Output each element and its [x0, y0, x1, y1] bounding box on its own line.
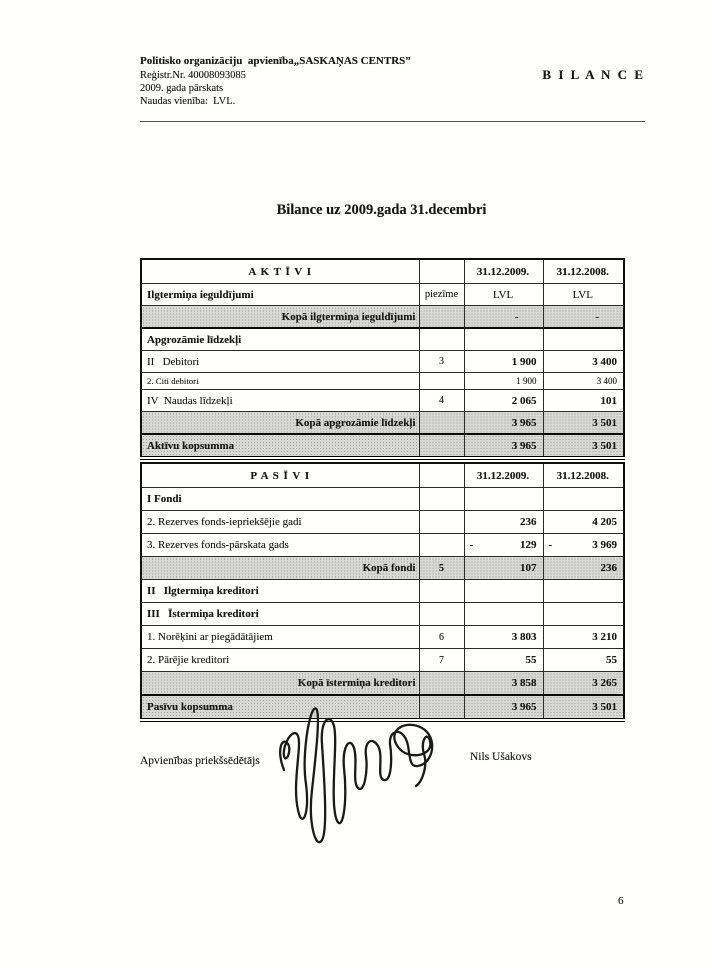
- value-cell-2008: 3 265: [543, 672, 624, 696]
- table-row: [141, 580, 624, 603]
- value-cell-2008: 3 501: [543, 695, 624, 720]
- table-row: [141, 412, 624, 435]
- value-cell-2008: [543, 580, 624, 603]
- note-cell: [419, 534, 464, 557]
- value-cell-2009: 1 900: [464, 351, 543, 373]
- note-cell: [419, 580, 464, 603]
- report-year: 2009. gada pārskats: [140, 82, 224, 94]
- value-cell-2009: [464, 534, 543, 557]
- column-title: A K T Ī V I: [141, 259, 419, 284]
- row-label-cell: II Debitori: [141, 351, 419, 373]
- value-cell-2008: [543, 603, 624, 626]
- row-label-cell: II Ilgtermiņa kreditori: [141, 580, 419, 603]
- note-column-header: [419, 463, 464, 488]
- table-row: [141, 557, 624, 580]
- value-cell-2009: 3 965: [464, 695, 543, 720]
- column-header-2008: 31.12.2008.: [543, 463, 624, 488]
- org-header: [140, 55, 411, 108]
- value-cell-2009: [464, 328, 543, 351]
- table-row: [141, 434, 624, 458]
- value-cell-2008: 55: [543, 649, 624, 672]
- value-cell-2009: 1 900: [464, 373, 543, 390]
- table-row: [141, 284, 624, 306]
- value-cell-2008: 4 205: [543, 511, 624, 534]
- table-row: [141, 534, 624, 557]
- row-label-cell: Pasīvu kopsumma: [141, 695, 419, 720]
- table-row: [141, 328, 624, 351]
- column-header-2009: 31.12.2009.: [464, 463, 543, 488]
- row-label-cell: Kopā īstermiņa kreditori: [141, 672, 419, 696]
- note-cell: [419, 373, 464, 390]
- aktivi-table: [140, 258, 625, 460]
- value-cell-2009: 3 965: [464, 412, 543, 435]
- value-cell-2008: 3 400: [543, 373, 624, 390]
- column-title: P A S Ī V I: [141, 463, 419, 488]
- note-cell: 6: [419, 626, 464, 649]
- note-cell: 5: [419, 557, 464, 580]
- note-cell: [419, 306, 464, 329]
- note-cell: 7: [419, 649, 464, 672]
- cell-value: 129: [520, 539, 537, 551]
- signature-stroke: [280, 708, 432, 842]
- row-label-cell: Ilgtermiņa ieguldījumi: [141, 284, 419, 306]
- row-label-cell: Aktīvu kopsumma: [141, 434, 419, 458]
- value-cell-2008: -: [543, 306, 624, 329]
- column-header-2009: 31.12.2009.: [464, 259, 543, 284]
- table-row: [141, 603, 624, 626]
- signer-name: Nils Ušakovs: [470, 751, 532, 763]
- note-cell: [419, 328, 464, 351]
- note-cell: piezīme: [419, 284, 464, 306]
- row-label-cell: 2. Pārējie kreditori: [141, 649, 419, 672]
- minus-sign: -: [548, 539, 553, 551]
- row-label-cell: Kopā fondi: [141, 557, 419, 580]
- column-header-2008: 31.12.2008.: [543, 259, 624, 284]
- note-cell: 3: [419, 351, 464, 373]
- negative-value: [549, 539, 618, 551]
- table-row: [141, 306, 624, 329]
- value-cell-2009: -: [464, 306, 543, 329]
- table-row: [141, 488, 624, 511]
- value-cell-2008: 3 400: [543, 351, 624, 373]
- table-row: [141, 511, 624, 534]
- value-cell-2009: 2 065: [464, 390, 543, 412]
- row-label-cell: 2. Citi debitori: [141, 373, 419, 390]
- value-cell-2008: 3 501: [543, 434, 624, 458]
- table-row: [141, 626, 624, 649]
- cell-value: 3 969: [592, 539, 617, 551]
- value-cell-2009: 55: [464, 649, 543, 672]
- currency-unit: Naudas vienība: LVL.: [140, 96, 236, 107]
- value-cell-2009: LVL: [464, 284, 543, 306]
- value-cell-2008: [543, 534, 624, 557]
- table-row: [141, 649, 624, 672]
- org-name: Politisko organizāciju apvienība„SASKAŅAS CENTRS”: [140, 55, 411, 67]
- value-cell-2009: 236: [464, 511, 543, 534]
- row-label-cell: Kopā apgrozāmie līdzekļi: [141, 412, 419, 435]
- value-cell-2009: 3 803: [464, 626, 543, 649]
- document-title: Bilance uz 2009.gada 31.decembri: [276, 202, 487, 218]
- note-cell: [419, 434, 464, 458]
- row-label-cell: III Īstermiņa kreditori: [141, 603, 419, 626]
- value-cell-2008: 3 501: [543, 412, 624, 435]
- note-cell: 4: [419, 390, 464, 412]
- header-divider: [140, 121, 645, 122]
- value-cell-2008: 101: [543, 390, 624, 412]
- table-row: [141, 390, 624, 412]
- page-number: 6: [618, 895, 624, 907]
- value-cell-2009: [464, 488, 543, 511]
- note-cell: [419, 511, 464, 534]
- table-row: [141, 351, 624, 373]
- pasivi-table: [140, 462, 625, 722]
- value-cell-2009: 3 858: [464, 672, 543, 696]
- table-row: [141, 373, 624, 390]
- value-cell-2009: 107: [464, 557, 543, 580]
- note-cell: [419, 412, 464, 435]
- value-cell-2009: [464, 603, 543, 626]
- minus-sign: -: [469, 539, 474, 551]
- negative-value: [470, 539, 537, 551]
- org-registration-number: Reģistr.Nr. 40008093085: [140, 69, 246, 81]
- signature: [272, 692, 450, 852]
- value-cell-2009: 3 965: [464, 434, 543, 458]
- table-header-row: [141, 259, 624, 284]
- value-cell-2008: [543, 488, 624, 511]
- value-cell-2009: [464, 580, 543, 603]
- note-column-header: [419, 259, 464, 284]
- row-label-cell: IV Naudas līdzekļi: [141, 390, 419, 412]
- row-label-cell: Apgrozāmie līdzekļi: [141, 328, 419, 351]
- value-cell-2008: 3 210: [543, 626, 624, 649]
- signer-role: Apvienības priekšsēdētājs: [140, 755, 260, 767]
- row-label-cell: 3. Rezerves fonds-pārskata gads: [141, 534, 419, 557]
- row-label-cell: 2. Rezerves fonds-iepriekšējie gadi: [141, 511, 419, 534]
- row-label-cell: I Fondi: [141, 488, 419, 511]
- bilance-label: B I L A N C E: [542, 67, 645, 82]
- note-cell: [419, 488, 464, 511]
- value-cell-2008: 236: [543, 557, 624, 580]
- row-label-cell: Kopā ilgtermiņa ieguldījumi: [141, 306, 419, 329]
- note-cell: [419, 603, 464, 626]
- row-label-cell: 1. Norēķini ar piegādātājiem: [141, 626, 419, 649]
- value-cell-2008: LVL: [543, 284, 624, 306]
- value-cell-2008: [543, 328, 624, 351]
- table-header-row: [141, 463, 624, 488]
